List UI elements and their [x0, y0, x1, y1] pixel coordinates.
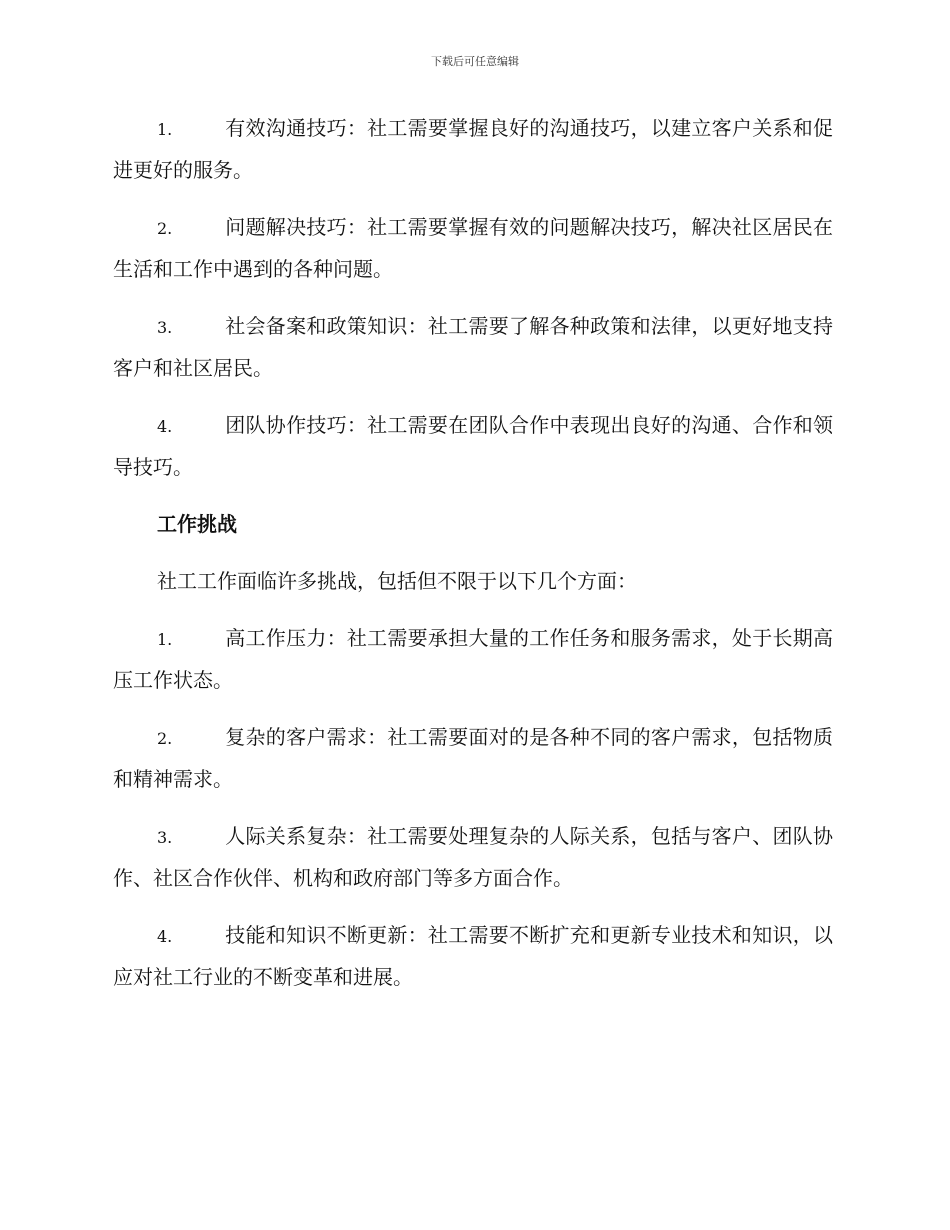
list-text: 人际关系复杂：社工需要处理复杂的人际关系，包括与客户、团队协作、社区合作伙伴、机构和政府部门等多方面合作。 [113, 824, 833, 890]
list-item [113, 108, 833, 190]
list-item [113, 915, 833, 997]
list-item [113, 306, 833, 388]
list-text: 高工作压力：社工需要承担大量的工作任务和服务需求，处于长期高压工作状态。 [113, 626, 833, 692]
page-header: 下载后可任意编辑 [431, 55, 519, 68]
list-item [113, 405, 833, 487]
document-body [113, 108, 833, 1014]
list-number: 4. [157, 417, 173, 436]
list-number: 3. [157, 828, 173, 847]
section-intro: 社工工作面临许多挑战，包括但不限于以下几个方面： [157, 569, 637, 593]
list-item [113, 207, 833, 289]
list-item [113, 816, 833, 898]
section-heading: 工作挑战 [157, 512, 237, 536]
list-text: 问题解决技巧：社工需要掌握有效的问题解决技巧，解决社区居民在生活和工作中遇到的各种问题。 [113, 215, 833, 281]
list-text: 社会备案和政策知识：社工需要了解各种政策和法律，以更好地支持客户和社区居民。 [113, 314, 833, 380]
list-number: 2. [157, 729, 173, 748]
list-text: 技能和知识不断更新：社工需要不断扩充和更新专业技术和知识，以应对社工行业的不断变革和进展。 [113, 923, 833, 989]
list-item [113, 618, 833, 700]
list-number: 3. [157, 318, 173, 337]
list-number: 1. [157, 630, 173, 649]
list-text: 团队协作技巧：社工需要在团队合作中表现出良好的沟通、合作和领导技巧。 [113, 413, 833, 479]
list-text: 复杂的客户需求：社工需要面对的是各种不同的客户需求，包括物质和精神需求。 [113, 725, 833, 791]
list-text: 有效沟通技巧：社工需要掌握良好的沟通技巧，以建立客户关系和促进更好的服务。 [113, 116, 833, 182]
list-number: 4. [157, 927, 173, 946]
list-item [113, 717, 833, 799]
list-number: 2. [157, 219, 173, 238]
list-number: 1. [157, 120, 173, 139]
